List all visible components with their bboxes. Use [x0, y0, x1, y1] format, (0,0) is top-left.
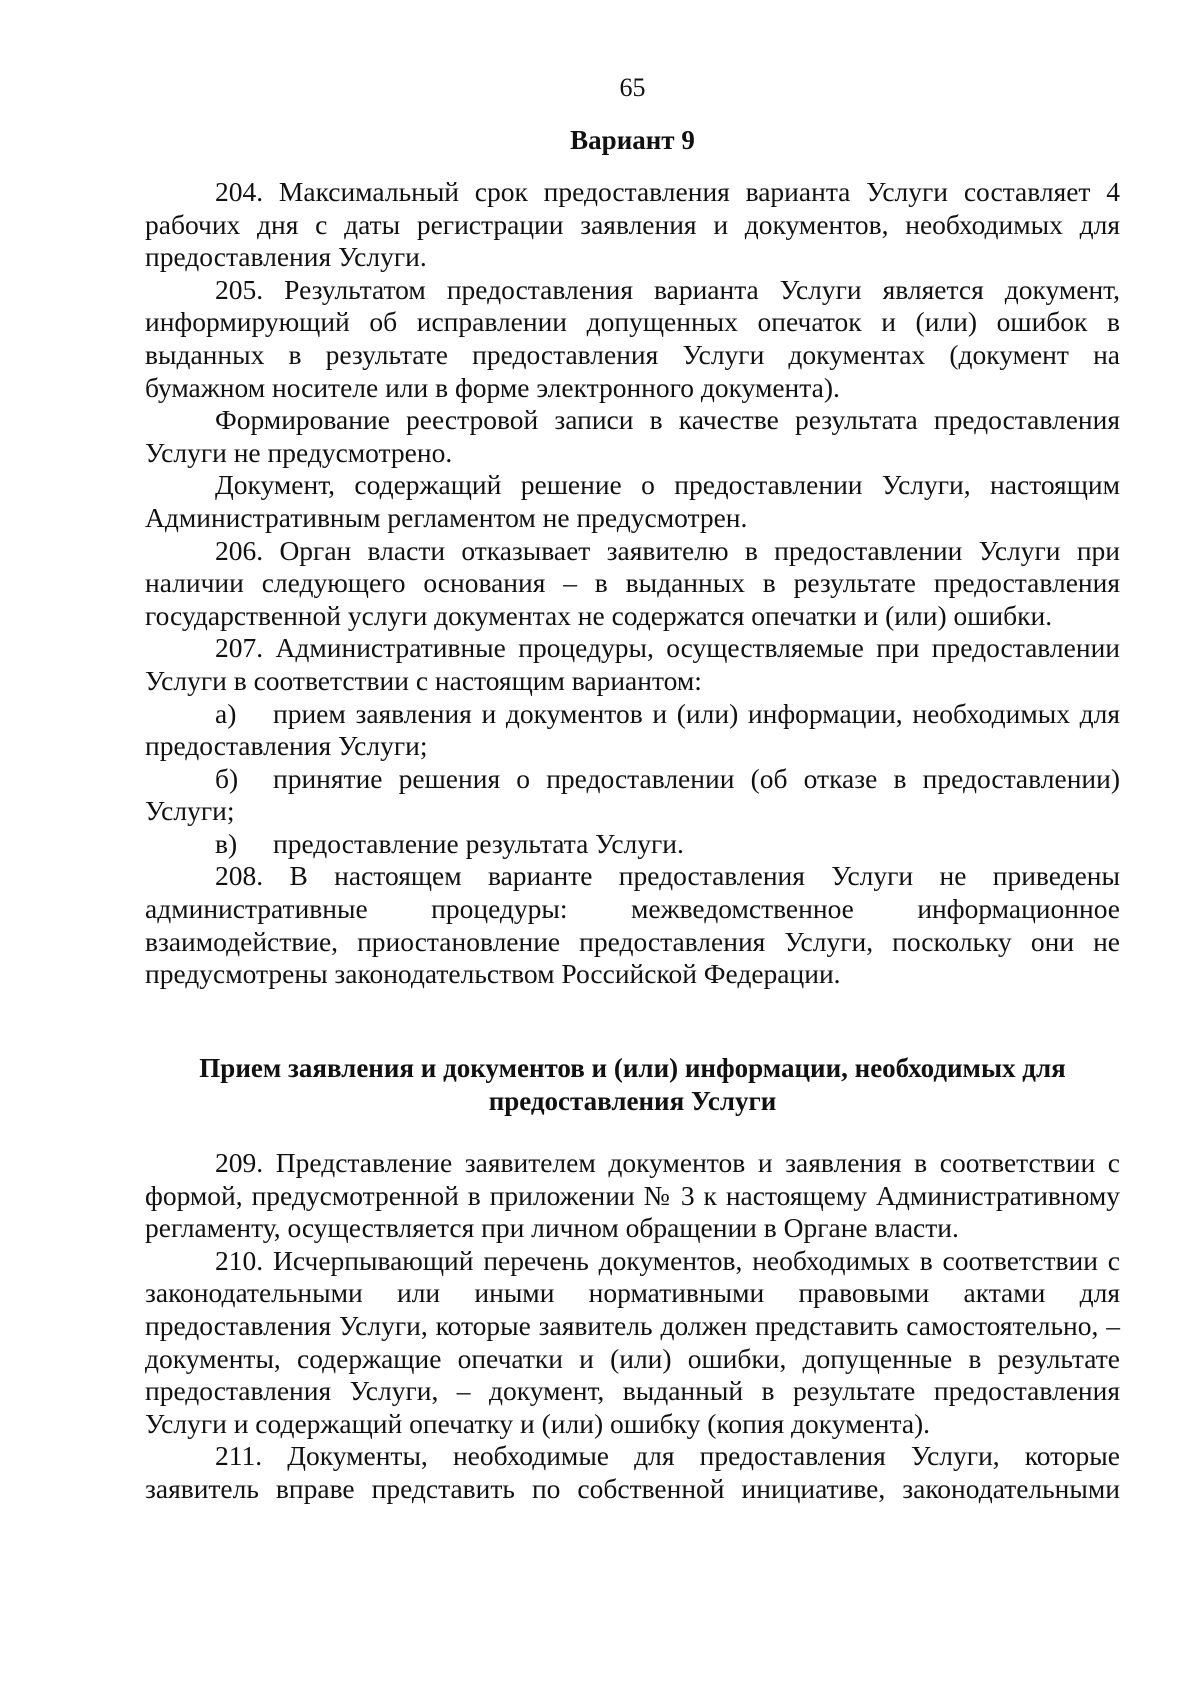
list-item: [145, 828, 1120, 861]
list-item-marker: в): [215, 827, 238, 859]
list-item-marker: а): [215, 697, 237, 729]
paragraph: 205. Результатом предоставления варианта Услуги является документ, информирующий об исправлении допущенных опечаток и (или) ошибок в выданных в результате предоставления Услуги документах (документ на бумажном носителе или в форме электронного документа).: [145, 273, 1120, 403]
paragraph: 208. В настоящем варианте предоставления Услуги не приведены административные процедуры: межведомственное информационное взаимодействие, приостановление предоставления Услуги, поскольку они не предусмотрены законодательством Российской Федерации.: [145, 860, 1120, 990]
section-body-2: [145, 1147, 1120, 1506]
list-item-text: принятие решения о предоставлении (об отказе в предоставлении) Услуги;: [145, 762, 1120, 827]
paragraph: 206. Орган власти отказывает заявителю в предоставлении Услуги при наличии следующего основания – в выданных в результате предоставления государственной услуги документах не содержатся опечатки и (или) ошибки.: [145, 534, 1120, 631]
paragraph: Документ, содержащий решение о предоставлении Услуги, настоящим Административным регламентом не предусмотрен.: [145, 469, 1120, 533]
paragraph: 210. Исчерпывающий перечень документов, необходимых в соответствии с законодательными или иными нормативными правовыми актами для предоставления Услуги, которые заявитель должен представить самостоятельно, – документы, содержащие опечатки и (или) ошибки, допущенные в результате предоставления Услуги, – документ, выданный в результате предоставления Услуги и содержащий опечатку и (или) ошибку (копия документа).: [145, 1244, 1120, 1439]
list-item: [145, 698, 1120, 763]
subsection-title: [145, 1052, 1120, 1118]
list-item-text: предоставление результата Услуги.: [273, 827, 684, 859]
list-item-marker: б): [215, 762, 239, 794]
section-title: Вариант 9: [570, 125, 695, 155]
list-item: [145, 763, 1120, 828]
paragraph: 209. Представление заявителем документов и заявления в соответствии с формой, предусмотренной в приложении № 3 к настоящему Административному регламенту, осуществляется при личном обращении в Органе власти.: [145, 1147, 1120, 1244]
paragraph: 211. Документы, необходимые для предоставления Услуги, которые заявитель вправе представить по собственной инициативе, законодательными: [145, 1440, 1120, 1504]
paragraph: 207. Административные процедуры, осуществляемые при предоставлении Услуги в соответствии с настоящим вариантом:: [145, 632, 1120, 696]
list-item-text: прием заявления и документов и (или) информации, необходимых для предоставления Услуги;: [145, 697, 1120, 762]
section-body-1: [145, 176, 1120, 991]
page-number: 65: [619, 73, 646, 102]
paragraph: 204. Максимальный срок предоставления варианта Услуги составляет 4 рабочих дня с даты регистрации заявления и документов, необходимых для предоставления Услуги.: [145, 176, 1120, 273]
subsection-title-line-2: предоставления Услуги: [488, 1086, 777, 1116]
subsection-title-line-1: Прием заявления и документов и (или) информации, необходимых для: [199, 1053, 1066, 1083]
paragraph: Формирование реестровой записи в качестве результата предоставления Услуги не предусмотрено.: [145, 404, 1120, 468]
